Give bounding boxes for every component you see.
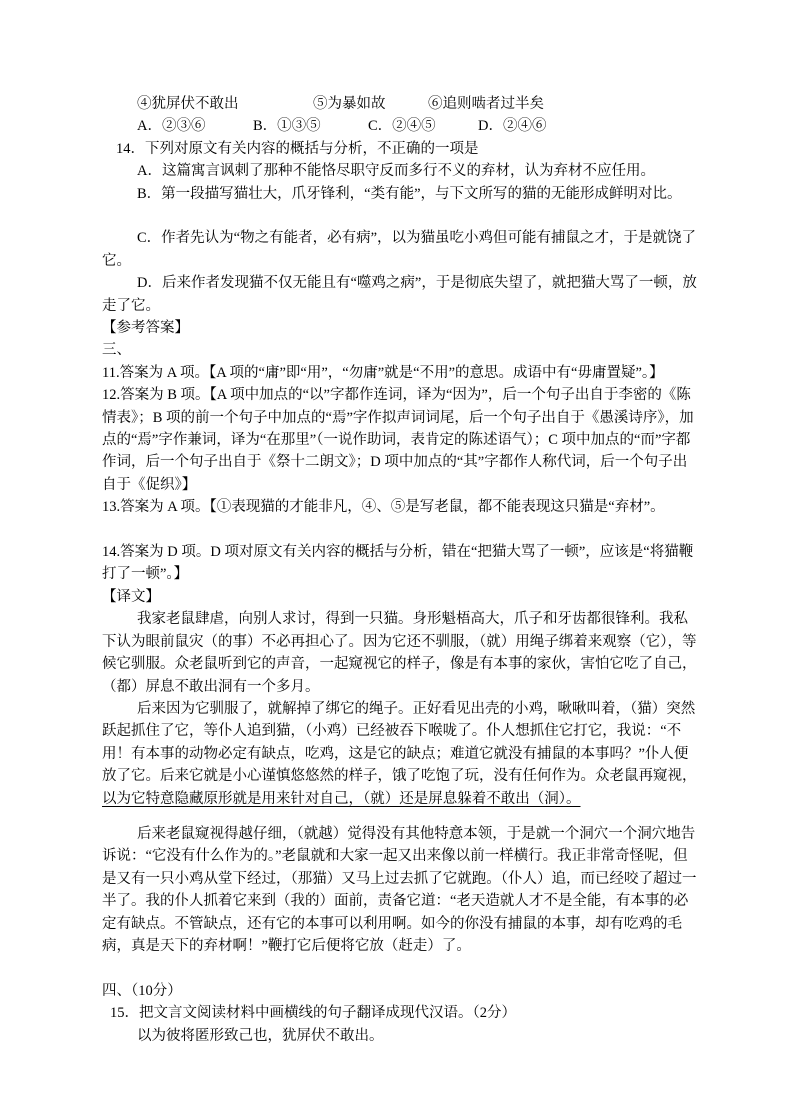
translation-paragraph-2 [102,698,698,810]
answer-12 [102,384,698,496]
clause-item: ⑥追则啮者过半矣 [428,96,544,112]
text-run: 13.答案为 A 项。【①表现猫的才能非凡，④、⑤是写老鼠，都不能表现这只猫是“弃材”。 [102,499,665,516]
blank-line [102,519,698,541]
text-run: C．作者先认为“物之有能者，必有病”，以为猫虽吃小鸡但可能有捕鼠之才，于是就饶了它。 [102,230,697,269]
question-14-option-c [102,227,698,272]
translation-paragraph-1 [102,608,698,698]
question-14-stem [102,138,698,160]
answer-13 [102,496,698,518]
question-15-sentence [102,1025,698,1047]
text-run: 四、（10分） [102,982,182,999]
answer-11 [102,362,698,384]
document-content [102,93,698,1047]
clause-item: ⑤为暴如故 [313,96,386,112]
text-run: 【参考答案】 [102,320,189,337]
answer-14 [102,541,698,586]
blank-line [102,957,698,979]
choice-item: C．②④⑤ [368,118,436,135]
translation-paragraph-3 [102,823,698,957]
text-run: 后来因为它驯服了，就解掉了绑它的绳子。正好看见出壳的小鸡，啾啾叫着，（猫）突然跃起抓住了它，等仆人追到猫，（小鸡）已经被吞下喉咙了。仆人想抓住它打它，我说：“不用！有本事的动物必定有缺点，吃鸡，这是它的缺点；难道它就没有捕鼠的本事吗？”仆人便放了它。后来它就是小心谨慎悠悠然的样子，饿了吃饱了玩，没有任何作为。众老鼠再窥视， [102,700,697,785]
section-4-heading [102,980,698,1002]
text-run: 以为彼将匿形致己也，犹屏伏不敢出。 [137,1027,384,1044]
clause-items-row [102,93,698,115]
section-3-label [102,339,698,361]
choice-item: D．②④⑥ [478,118,547,135]
text-run: 14．下列对原文有关内容的概括与分析，不正确的一项是 [116,140,479,157]
question-14-option-b [102,183,698,205]
choice-item: A．②③⑥ [137,118,206,135]
text-run: 12.答案为 B 项。【A 项中加点的“以”字都作连词，译为“因为”，后一个句子出自于李密的《陈情表》；B 项的前一个句子中加点的“焉”字作拟声词词尾，后一个句子出自于《愚溪诗序》，加点的“焉”字作兼词，译为“在那里”（一说作助词，表肯定的陈述语气）；C 项中加点的“而”字都作词，后一个句子出自于《祭十二朗文》；D 项中加点的“其”字都作人称代词，后一个句子出自于《促织》】 [102,387,694,493]
question-15 [102,1002,698,1024]
text-run: 三、 [102,342,131,359]
text-run: B．第一段描写猫壮大，爪牙锋利，“类有能”，与下文所写的猫的无能形成鲜明对比。 [137,185,682,202]
question-14-option-d [102,272,698,317]
text-run: D．后来作者发现猫不仅无能且有“噬鸡之病”，于是彻底失望了，就把猫大骂了一顿，放走了它。 [102,275,697,314]
blank-line [102,205,698,227]
text-run: 我家老鼠肆虐，向别人求讨，得到一只猫。身形魁梧高大，爪子和牙齿都很锋利。我私下认为眼前鼠灾（的事）不必再担心了。因为它还不驯服，（就）用绳子绑着来观察（它），等候它驯服。众老鼠听到它的声音，一起窥视它的样子，像是有本事的家伙，害怕它吃了自己，（都）屏息不敢出洞有一个多月。 [102,611,697,695]
text-run: A．这篇寓言讽刺了那种不能恪尽职守反而多行不义的弃材，认为弃材不应任用。 [137,163,655,180]
text-run: 后来老鼠窥视得越仔细，（就越）觉得没有其他特意本领，于是就一个洞穴一个洞穴地告诉说：“它没有什么作为的。”老鼠就和大家一起又出来像以前一样横行。我正非常奇怪呢，但是又有一只小鸡从堂下经过，（那猫）又马上过去抓了它就跑。（仆人）追，而已经咬了超过一半了。我的仆人抓着它来到（我的）面前，责备它道：“老天造就人才不是全能，有本事的必定有缺点。不管缺点，还有它的本事可以利用啊。如今的你没有捕鼠的本事，却有吃鸡的毛病，真是天下的弃材啊！”鞭打它后便将它放（赶走）了。 [102,825,697,954]
answer-choices-row [102,115,698,137]
reference-answers-heading [102,317,698,339]
translation-heading [102,586,698,608]
text-run: 【译文】 [102,588,160,605]
underlined-sentence: 以为它特意隐藏原形就是用来针对自己，（就）还是屏息躲着不敢出（洞）。 [102,790,581,807]
text-run: 11.答案为 A 项。【A 项的“庸”即“用”，“勿庸”就是“不用”的意思。成语中有“毋庸置疑”。】 [102,364,664,381]
text-run: 15．把文言文阅读材料中画横线的句子翻译成现代汉语。（2分） [110,1005,516,1022]
clause-item: ④犹屏伏不敢出 [137,96,239,112]
text-run: 14.答案为 D 项。D 项对原文有关内容的概括与分析，错在“把猫大骂了一顿”，应该是“将猫鞭打了一顿”。】 [102,544,694,583]
choice-item: B．①③⑤ [253,118,321,135]
question-14-option-a [102,160,698,182]
